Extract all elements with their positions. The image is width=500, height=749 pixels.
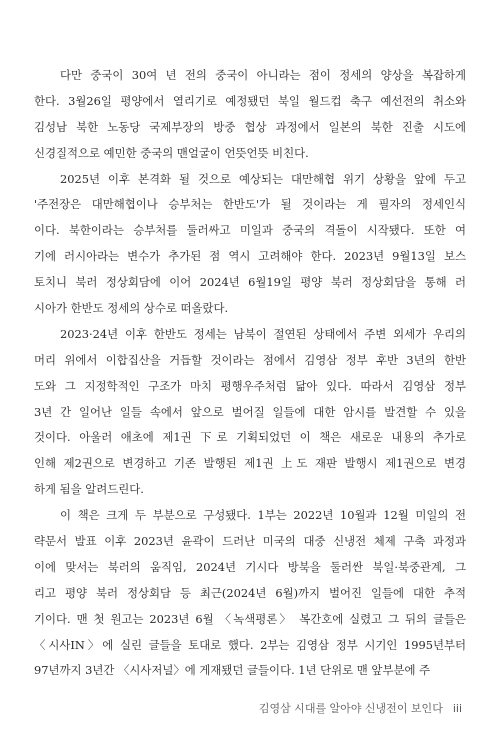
text-line: 97년까지 3년간 〈시사저널〉에 게재됐던 글들이다. 1년 단위로 맨 앞부분에 주 (34, 663, 431, 678)
text-line: 것이다. 아울러 애초에 제1권 下로 기획되었던 이 책은 새로운 내용의 추가로 (34, 430, 466, 445)
footer-book-title: 김영삼 시대를 알아야 신냉전이 보인다 (258, 702, 443, 715)
text-line: 시아가 한반도 정세의 상수로 떠올랐다. (34, 301, 229, 316)
text-line: 기에 러시아라는 변수가 추가된 점 역시 고려해야 한다. 2023년 9월13일 보스 (34, 249, 466, 264)
text-line: 3년 간 일어난 일들 속에서 앞으로 벌어질 일들에 대한 암시를 발견할 수 있을 (34, 404, 466, 419)
running-footer (259, 700, 462, 716)
text-line: 〈시사IN〉에 실린 글들을 토대로 했다. 2부는 김영삼 정부 시기인 1995년부터 (34, 637, 466, 652)
text-line: 도와 그 지정학적인 구조가 마치 평행우주처럼 닮아 있다. 따라서 김영삼 정부 (34, 378, 466, 393)
text-line: 이에 맞서는 북러의 움직임, 2024년 기시다 방북을 둘러싼 북일·북중관계, 그 (34, 559, 466, 574)
text-line: 김성남 북한 노동당 국제부장의 방중 협상 과정에서 일본의 북한 진출 시도에 (34, 119, 466, 134)
page-number: iii (452, 702, 462, 715)
text-line: 2023·24년 이후 한반도 정세는 남북이 절연된 상태에서 주변 외세가 우리의 (60, 326, 466, 341)
text-line: 머리 위에서 이합집산을 거듭할 것이라는 점에서 김영삼 정부 후반 3년의 한반 (34, 352, 466, 367)
text-line: 기이다. 맨 첫 원고는 2023년 6월 〈녹색평론〉 복간호에 실렸고 그 뒤의 글들은 (34, 611, 466, 626)
text-line: 인해 제2권으로 변경하고 기존 발행된 제1권 上도 재판 발행시 제1권으로 변경 (34, 456, 466, 471)
text-line: 리고 평양 북러 정상회담 등 최근(2024년 6월)까지 벌어진 일들에 대한 추적 (34, 585, 466, 600)
body-text (34, 63, 466, 684)
text-line: 신경질적으로 예민한 중국의 맨얼굴이 언뜻언뜻 비친다. (34, 145, 309, 160)
text-line: 다만 중국이 30여 년 전의 중국이 아니라는 점이 정세의 양상을 복잡하게 (60, 68, 466, 82)
text-line: 이다. 북한이라는 승부처를 둘러싸고 미일과 중국의 격돌이 시작됐다. 또한 여 (34, 223, 466, 238)
text-line: 이 책은 크게 두 부분으로 구성됐다. 1부는 2022년 10월과 12월 미일의 전 (60, 508, 466, 523)
text-line: 토치니 북러 정상회담에 이어 2024년 6월19일 평양 북러 정상회담을 통해 러 (34, 275, 466, 290)
text-line: 략문서 발표 이후 2023년 윤곽이 드러난 미국의 대중 신냉전 체제 구축 과정과 (34, 534, 466, 549)
text-line: 하게 됨을 알려드린다. (34, 482, 144, 497)
text-line: 2025년 이후 본격화 될 것으로 예상되는 대만해협 위기 상황을 앞에 두고 (60, 171, 466, 186)
text-line: '주전장은 대만해협이나 승부처는 한반도'가 될 것이라는 게 필자의 정세인식 (34, 197, 466, 212)
text-line: 한다. 3월26일 평양에서 열리기로 예정됐던 북일 월드컵 축구 예선전의 취소와 (34, 93, 466, 108)
